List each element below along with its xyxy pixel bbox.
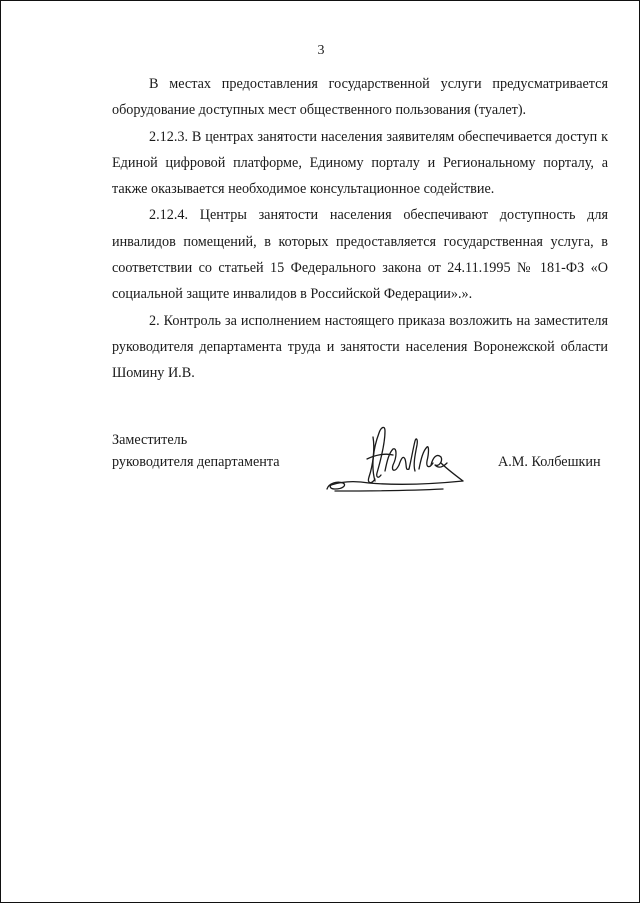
paragraph-2-12-4: 2.12.4. Центры занятости населения обеспечивают доступность для инвалидов помещений, в которых предоставляется государственная услуга, в соответствии со статьей 15 Федерального закона от 24.11.1995 № 181-ФЗ «О социальной защите инвалидов в Российской Федерации».». bbox=[112, 207, 608, 303]
signatory-title bbox=[112, 429, 280, 473]
signatory-name: А.М. Колбешкин bbox=[498, 454, 601, 470]
document-body bbox=[112, 71, 608, 387]
paragraph-control-clause: 2. Контроль за исполнением настоящего приказа возложить на заместителя руководителя департамента труда и занятости населения Воронежской области Шомину И.В. bbox=[112, 312, 608, 382]
signatory-title-line2: руководителя департамента bbox=[112, 454, 280, 470]
page-number: 3 bbox=[317, 43, 325, 58]
paragraph-toilet-facilities: В местах предоставления государственной услуги предусматривается оборудование доступных мест общественного пользования (туалет). bbox=[112, 76, 608, 119]
signatory-title-line1: Заместитель bbox=[112, 432, 188, 448]
handwritten-signature bbox=[323, 419, 473, 494]
paragraph-2-12-3: 2.12.3. В центрах занятости населения заявителям обеспечивается доступ к Единой цифровой платформе, Единому порталу и Региональному порталу, а также оказывается необходимое консультационное содействие. bbox=[112, 128, 608, 198]
